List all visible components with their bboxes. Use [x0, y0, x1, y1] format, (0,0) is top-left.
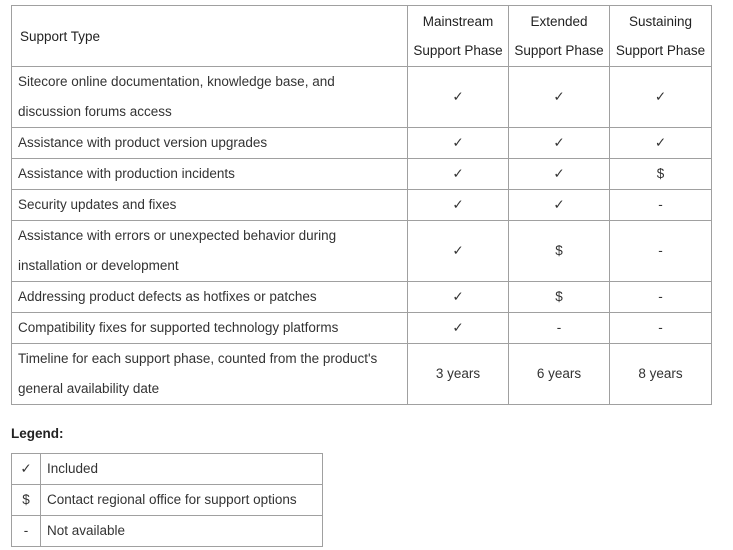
legend-item	[12, 485, 323, 516]
sustaining-cell: $	[610, 159, 712, 190]
legend-label: Included	[41, 454, 323, 485]
extended-cell: $	[509, 282, 610, 313]
header-extended	[509, 6, 610, 67]
header-mainstream	[408, 6, 509, 67]
support-type-cell	[12, 190, 408, 221]
table-row	[12, 344, 712, 405]
table-row	[12, 67, 712, 128]
support-type-text: installation or development	[18, 258, 179, 273]
sustaining-cell: -	[610, 190, 712, 221]
sustaining-cell: -	[610, 313, 712, 344]
extended-cell: $	[509, 221, 610, 282]
table-header-row	[12, 6, 712, 67]
header-line: Support Phase	[413, 43, 503, 58]
header-line: Sustaining	[628, 14, 693, 29]
support-type-text: Assistance with product version upgrades	[18, 135, 268, 150]
legend-symbol: -	[12, 516, 41, 547]
support-type-text: Assistance with errors or unexpected behavior during	[18, 228, 337, 243]
legend-symbol: $	[12, 485, 41, 516]
header-line: Support Phase	[514, 43, 604, 58]
sustaining-cell: 8 years	[610, 344, 712, 405]
header-support-type: Support Type	[12, 6, 408, 67]
mainstream-cell: ✓	[408, 313, 509, 344]
support-type-text: Timeline for each support phase, counted from the product's	[18, 351, 378, 366]
legend-label: Contact regional office for support options	[41, 485, 323, 516]
table-row	[12, 159, 712, 190]
legend-table	[11, 453, 323, 547]
legend-item	[12, 454, 323, 485]
support-type-cell	[12, 313, 408, 344]
support-type-cell	[12, 344, 408, 405]
support-type-text: general availability date	[18, 381, 160, 396]
sustaining-cell: -	[610, 282, 712, 313]
support-type-cell	[12, 282, 408, 313]
header-line: Mainstream	[422, 14, 494, 29]
mainstream-cell: ✓	[408, 221, 509, 282]
legend-item	[12, 516, 323, 547]
table-row	[12, 282, 712, 313]
support-type-text: Compatibility fixes for supported technology platforms	[18, 320, 339, 335]
support-type-cell	[12, 221, 408, 282]
extended-cell: ✓	[509, 190, 610, 221]
legend-symbol: ✓	[12, 454, 41, 485]
support-type-cell	[12, 159, 408, 190]
support-type-text: Sitecore online documentation, knowledge base, and	[18, 74, 335, 89]
mainstream-cell: ✓	[408, 128, 509, 159]
mainstream-cell: ✓	[408, 282, 509, 313]
support-type-text: Assistance with production incidents	[18, 166, 235, 181]
header-line: Support Phase	[615, 43, 706, 58]
table-row	[12, 190, 712, 221]
support-type-text: Security updates and fixes	[18, 197, 177, 212]
extended-cell: 6 years	[509, 344, 610, 405]
mainstream-cell: 3 years	[408, 344, 509, 405]
table-row	[12, 128, 712, 159]
mainstream-cell: ✓	[408, 159, 509, 190]
sustaining-cell: ✓	[610, 67, 712, 128]
table-row	[12, 221, 712, 282]
support-type-cell	[12, 128, 408, 159]
extended-cell: ✓	[509, 128, 610, 159]
mainstream-cell: ✓	[408, 190, 509, 221]
support-type-text: discussion forums access	[18, 104, 172, 119]
legend-title: Legend:	[11, 426, 64, 441]
extended-cell: ✓	[509, 67, 610, 128]
extended-cell: -	[509, 313, 610, 344]
table-row	[12, 313, 712, 344]
mainstream-cell: ✓	[408, 67, 509, 128]
sustaining-cell: ✓	[610, 128, 712, 159]
support-type-text: Addressing product defects as hotfixes or patches	[18, 289, 317, 304]
support-type-cell	[12, 67, 408, 128]
sustaining-cell: -	[610, 221, 712, 282]
header-line: Extended	[530, 14, 588, 29]
support-phase-table	[11, 5, 712, 405]
header-sustaining	[610, 6, 712, 67]
extended-cell: ✓	[509, 159, 610, 190]
legend-label: Not available	[41, 516, 323, 547]
